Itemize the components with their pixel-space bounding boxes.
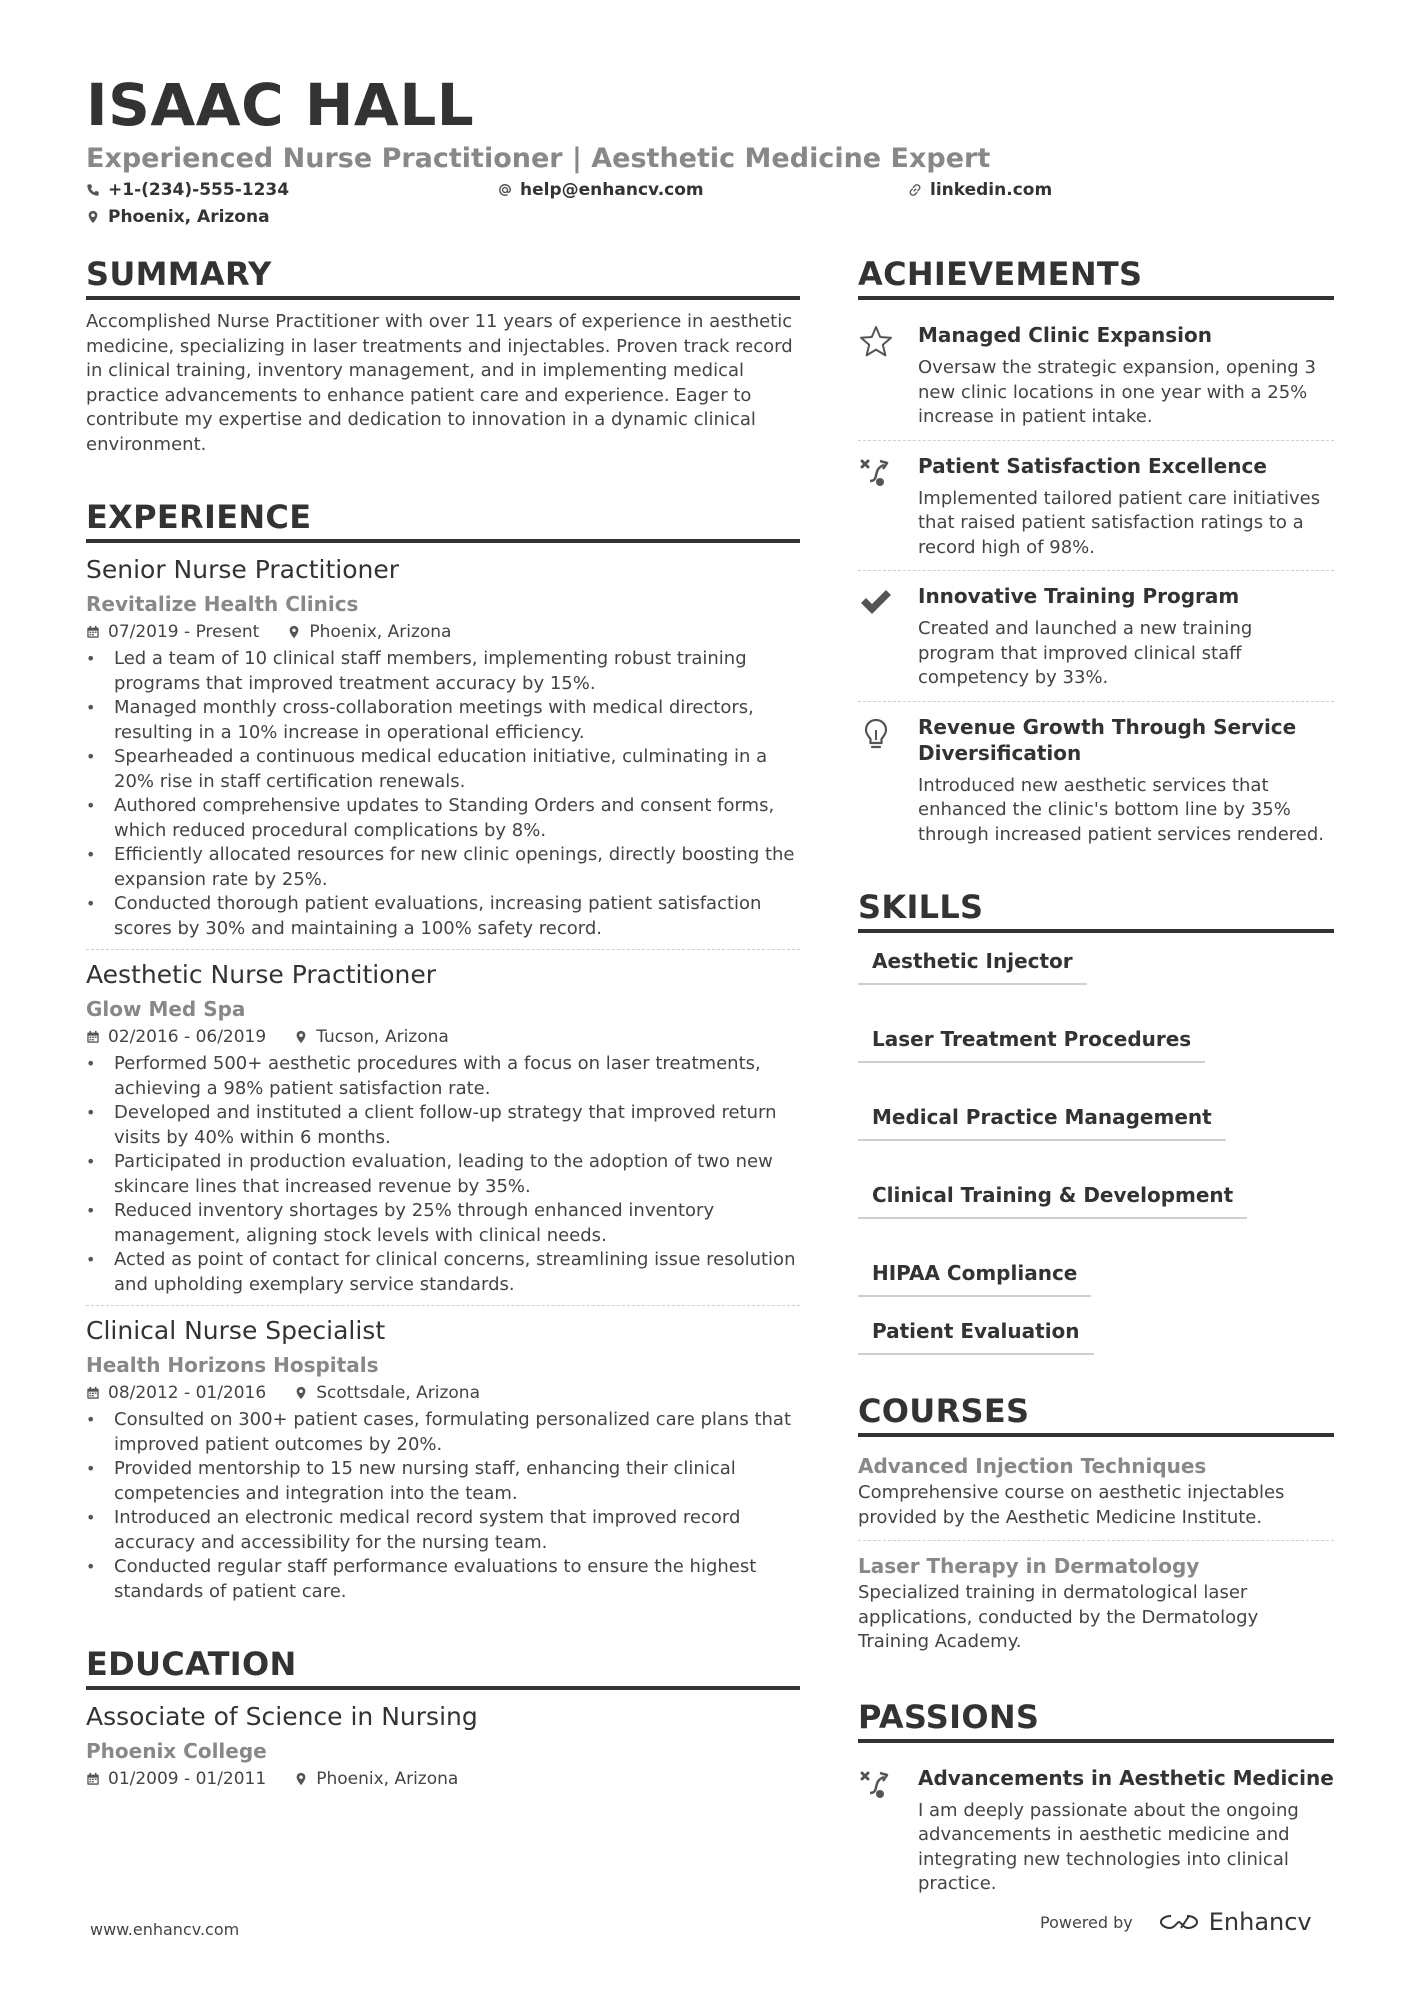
education-meta [86,1766,800,1792]
job-title: Senior Nurse Practitioner [86,555,400,584]
skill-tag: Clinical Training & Development [858,1181,1247,1219]
location-pin-icon [287,625,301,639]
list-item: • Acted as point of contact for clinical concerns, streamlining issue resolution and upholding exemplary service standards. [86,1248,800,1297]
achievement-title: Patient Satisfaction Excellence [918,453,1267,478]
list-item: • Efficiently allocated resources for new clinic openings, directly boosting the expansion rate by 25%. [86,843,800,892]
achievement-desc: Implemented tailored patient care initiatives that raised patient satisfaction ratings to a record high of 98%. [918,487,1321,558]
location-text: Phoenix, Arizona [108,207,270,227]
list-item: • Developed and instituted a client follow-up strategy that improved return visits by 40% within 6 months. [86,1101,800,1150]
passion-title: Advancements in Aesthetic Medicine [918,1765,1334,1790]
list-item: • Managed monthly cross-collaboration meetings with medical directors, resulting in a 10% increase in operational efficiency. [86,696,800,745]
route-icon [858,455,894,491]
list-item: • Participated in production evaluation, leading to the adoption of two new skincare lines that increased revenue by 35%. [86,1150,800,1199]
job-entry [86,1314,800,1612]
email-text: help@enhancv.com [520,180,704,200]
phone-icon [86,183,100,197]
skill-tag: Medical Practice Management [858,1103,1226,1141]
achievement-title: Innovative Training Program [918,584,1240,608]
summary-text: Accomplished Nurse Practitioner with over 11 years of experience in aesthetic medicine, specializing in laser treatments and injectables. Proven track record in clinical training, inventory management, and in implementing medical practice advancements to enhance patient care and experience. Eager to contribute my expertise and dedication to innovation in a dynamic clinical environment. [86,311,793,455]
footer-website[interactable]: www.enhancv.com [90,1920,240,1939]
course-item [858,1547,1334,1665]
skills-section [858,885,1334,1355]
list-item: • Authored comprehensive updates to Standing Orders and consent forms, which reduced procedural complications by 8%. [86,794,800,843]
job-location: Tucson, Arizona [316,1027,449,1047]
achievement-title: Managed Clinic Expansion [918,323,1212,347]
school-name: Phoenix College [86,1739,267,1763]
calendar-icon [86,625,100,639]
degree-title: Associate of Science in Nursing [86,1702,478,1731]
achievement-desc: Introduced new aesthetic services that enhanced the clinic's bottom line by 35% through increased patient services rendered. [918,774,1325,845]
achievement-desc: Oversaw the strategic expansion, opening 3 new clinic locations in one year with a 25% increase in patient intake. [918,357,1316,427]
skills-heading: SKILLS [858,885,1334,933]
enhancv-logo-icon [1157,1911,1201,1933]
candidate-name: ISAAC HALL [86,71,475,139]
job-title: Aesthetic Nurse Practitioner [86,960,436,989]
education-location: Phoenix, Arizona [316,1769,459,1789]
course-desc: Comprehensive course on aesthetic injectables provided by the Aesthetic Medicine Institute. [858,1482,1285,1528]
job-bullets [86,1052,800,1297]
summary-section [86,252,800,457]
contact-info [86,178,1326,234]
job-dates: 08/2012 - 01/2016 [108,1383,267,1403]
footer-branding [1040,1908,1312,1936]
at-icon [498,183,512,197]
passions-section [858,1695,1334,1907]
passion-desc: I am deeply passionate about the ongoing advancements in aesthetic medicine and integrating new technologies into clinical practice. [918,1799,1299,1894]
list-item: • Conducted thorough patient evaluations, increasing patient satisfaction scores by 30% and maintaining a 100% safety record. [86,892,800,941]
calendar-icon [86,1772,100,1786]
star-icon [858,324,894,360]
achievement-title: Revenue Growth Through Service Diversification [918,714,1297,765]
summary-heading: SUMMARY [86,252,800,300]
job-location: Scottsdale, Arizona [316,1383,480,1403]
list-item: • Provided mentorship to 15 new nursing staff, enhancing their clinical competencies and integration into the team. [86,1457,800,1506]
location-pin-icon [294,1386,308,1400]
job-company: Health Horizons Hospitals [86,1353,379,1377]
job-company: Glow Med Spa [86,997,246,1021]
resume-header [86,72,1326,234]
brand-name: Enhancv [1208,1908,1312,1936]
contact-location [86,205,270,229]
job-entry [86,553,800,950]
job-meta [86,1024,800,1050]
lightbulb-icon [858,716,894,752]
courses-section [858,1389,1334,1665]
achievements-section [858,252,1334,857]
list-item: • Conducted regular staff performance evaluations to ensure the highest standards of patient care. [86,1555,800,1604]
course-item [858,1447,1334,1541]
passions-heading: PASSIONS [858,1695,1334,1743]
achievement-item [858,441,1334,572]
skill-tag: Laser Treatment Procedures [858,1025,1205,1063]
contact-email[interactable] [498,178,704,202]
education-section [86,1642,800,1792]
skills-list [858,943,1334,1355]
list-item: • Introduced an electronic medical record system that improved record accuracy and accessibility for the nursing team. [86,1506,800,1555]
course-title: Laser Therapy in Dermatology [858,1554,1200,1578]
job-title: Clinical Nurse Specialist [86,1316,386,1345]
skill-tag: Patient Evaluation [858,1317,1094,1355]
courses-heading: COURSES [858,1389,1334,1437]
location-pin-icon [294,1772,308,1786]
education-heading: EDUCATION [86,1642,800,1690]
achievement-item [858,702,1334,858]
achievement-item [858,571,1334,702]
left-column [86,252,800,1830]
job-meta [86,1380,800,1406]
powered-by-text: Powered by [1040,1912,1133,1932]
calendar-icon [86,1386,100,1400]
experience-heading: EXPERIENCE [86,495,800,543]
calendar-icon [86,1030,100,1044]
list-item: • Reduced inventory shortages by 25% through enhanced inventory management, aligning stock levels with clinical needs. [86,1199,800,1248]
location-pin-icon [294,1030,308,1044]
achievement-item [858,310,1334,441]
contact-phone[interactable] [86,178,289,202]
list-item: • Consulted on 300+ patient cases, formulating personalized care plans that improved patient outcomes by 20%. [86,1408,800,1457]
job-bullets [86,647,800,941]
phone-text: +1-(234)-555-1234 [108,180,290,200]
contact-website[interactable] [908,178,1052,202]
experience-section [86,495,800,1612]
brand-logo[interactable] [1157,1908,1312,1936]
course-desc: Specialized training in dermatological laser applications, conducted by the Dermatology Training Academy. [858,1582,1259,1652]
skill-tag: HIPAA Compliance [858,1259,1091,1297]
location-pin-icon [86,210,100,224]
route-icon [858,1767,894,1803]
education-dates: 01/2009 - 01/2011 [108,1769,267,1789]
job-dates: 02/2016 - 06/2019 [108,1027,267,1047]
candidate-title: Experienced Nurse Practitioner | Aesthetic Medicine Expert [86,143,991,174]
list-item: • Spearheaded a continuous medical education initiative, culminating in a 20% rise in staff certification renewals. [86,745,800,794]
link-icon [908,183,922,197]
job-location: Phoenix, Arizona [309,622,452,642]
right-column [858,252,1334,1945]
achievements-heading: ACHIEVEMENTS [858,252,1334,300]
checkmark-icon [858,585,894,621]
achievement-desc: Created and launched a new training program that improved clinical staff competency by 33%. [918,618,1253,688]
course-title: Advanced Injection Techniques [858,1454,1207,1478]
job-meta [86,619,800,645]
passion-item [858,1753,1334,1907]
skill-tag: Aesthetic Injector [858,947,1087,985]
job-company: Revitalize Health Clinics [86,592,359,616]
job-entry [86,958,800,1306]
job-dates: 07/2019 - Present [108,622,260,642]
website-text: linkedin.com [930,180,1053,200]
list-item: • Led a team of 10 clinical staff members, implementing robust training programs that improved treatment accuracy by 15%. [86,647,800,696]
job-bullets [86,1408,800,1604]
list-item: • Performed 500+ aesthetic procedures with a focus on laser treatments, achieving a 98% patient satisfaction rate. [86,1052,800,1101]
